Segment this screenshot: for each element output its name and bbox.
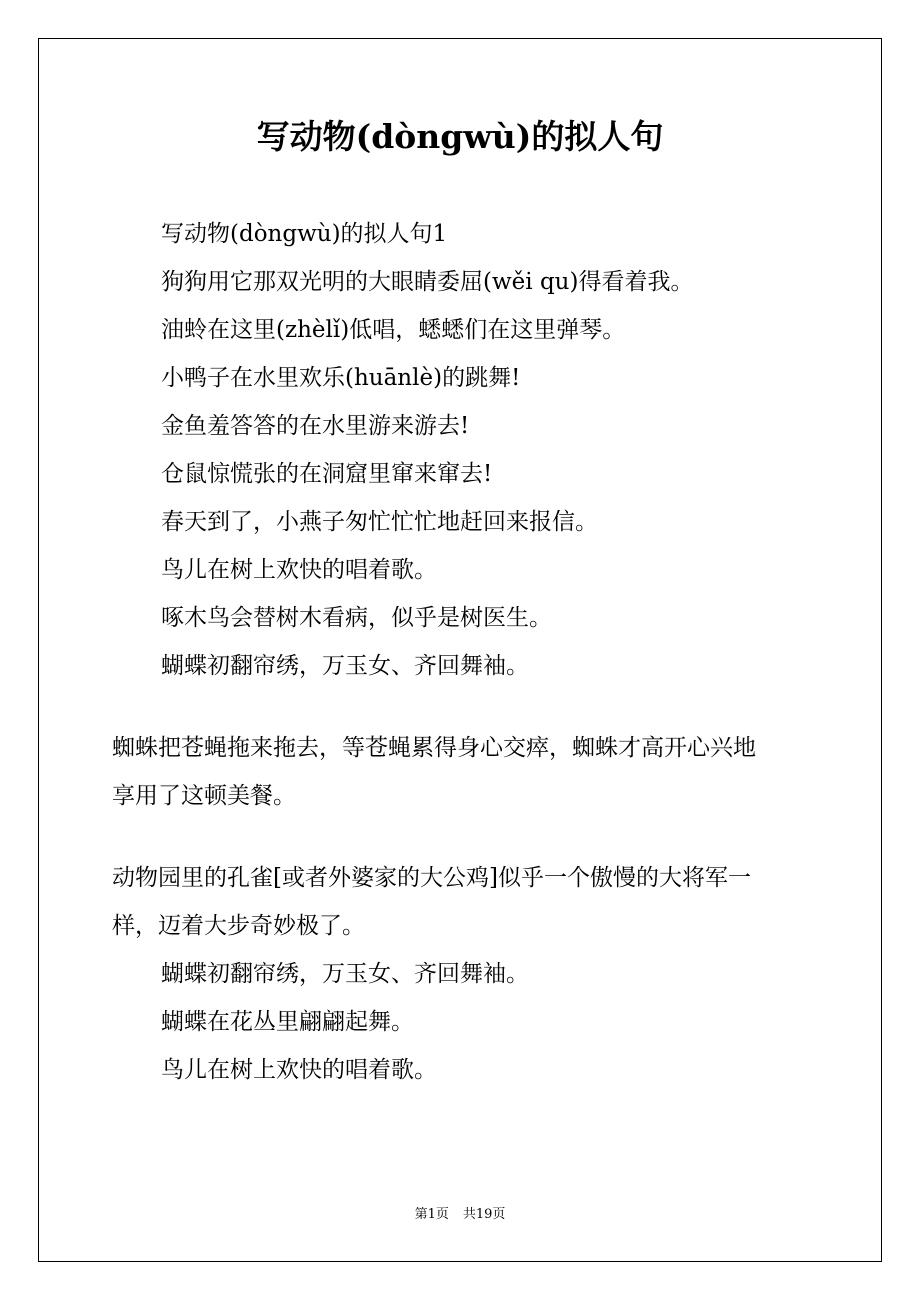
page-number: 第1页 [414,1207,449,1222]
sentence-line: 小鸭子在水里欢乐(huānlè)的跳舞! [161,365,521,391]
sentence-line: 写动物(dòngwù)的拟人句1 [161,221,448,247]
sentence-line: 金鱼羞答答的在水里游来游去! [161,413,470,439]
document-body [112,210,812,1094]
spider-paragraph-line-1: 蜘蛛把苍蝇拖来拖去，等苍蝇累得身心交瘁，蜘蛛才高开心兴地 [112,735,756,761]
sentence-line: 春天到了，小燕子匆忙忙忙地赶回来报信。 [161,509,598,535]
sentence-line: 蝴蝶在花丛里翩翩起舞。 [161,1009,414,1035]
paragraph-gap [112,690,812,724]
sentence-line: 狗狗用它那双光明的大眼睛委屈(wěi qu)得看着我。 [161,269,694,295]
sentence-line: 蝴蝶初翻帘绣，万玉女、齐回舞袖。 [161,961,529,987]
spider-paragraph-line-2: 享用了这顿美餐。 [112,783,296,809]
sentence-line: 鸟儿在树上欢快的唱着歌。 [161,557,437,583]
paragraph-gap [112,820,812,854]
peacock-paragraph-line-1: 动物园里的孔雀[或者外婆家的大公鸡]似乎一个傲慢的大将军一 [112,865,751,891]
peacock-paragraph-line-2: 样，迈着大步奇妙极了。 [112,913,365,939]
page-footer [0,1205,920,1225]
sentence-line: 鸟儿在树上欢快的唱着歌。 [161,1057,437,1083]
sentence-line: 仓鼠惊慌张的在洞窟里窜来窜去! [161,461,493,487]
sentence-line: 蝴蝶初翻帘绣，万玉女、齐回舞袖。 [161,653,529,679]
sentence-line: 油蛉在这里(zhèlǐ)低唱，蟋蟋们在这里弹琴。 [161,317,626,343]
page-total: 共19页 [462,1207,506,1222]
sentence-line: 啄木鸟会替树木看病，似乎是树医生。 [161,605,552,631]
document-title: 写动物(dòngwù)的拟人句 [256,117,664,156]
